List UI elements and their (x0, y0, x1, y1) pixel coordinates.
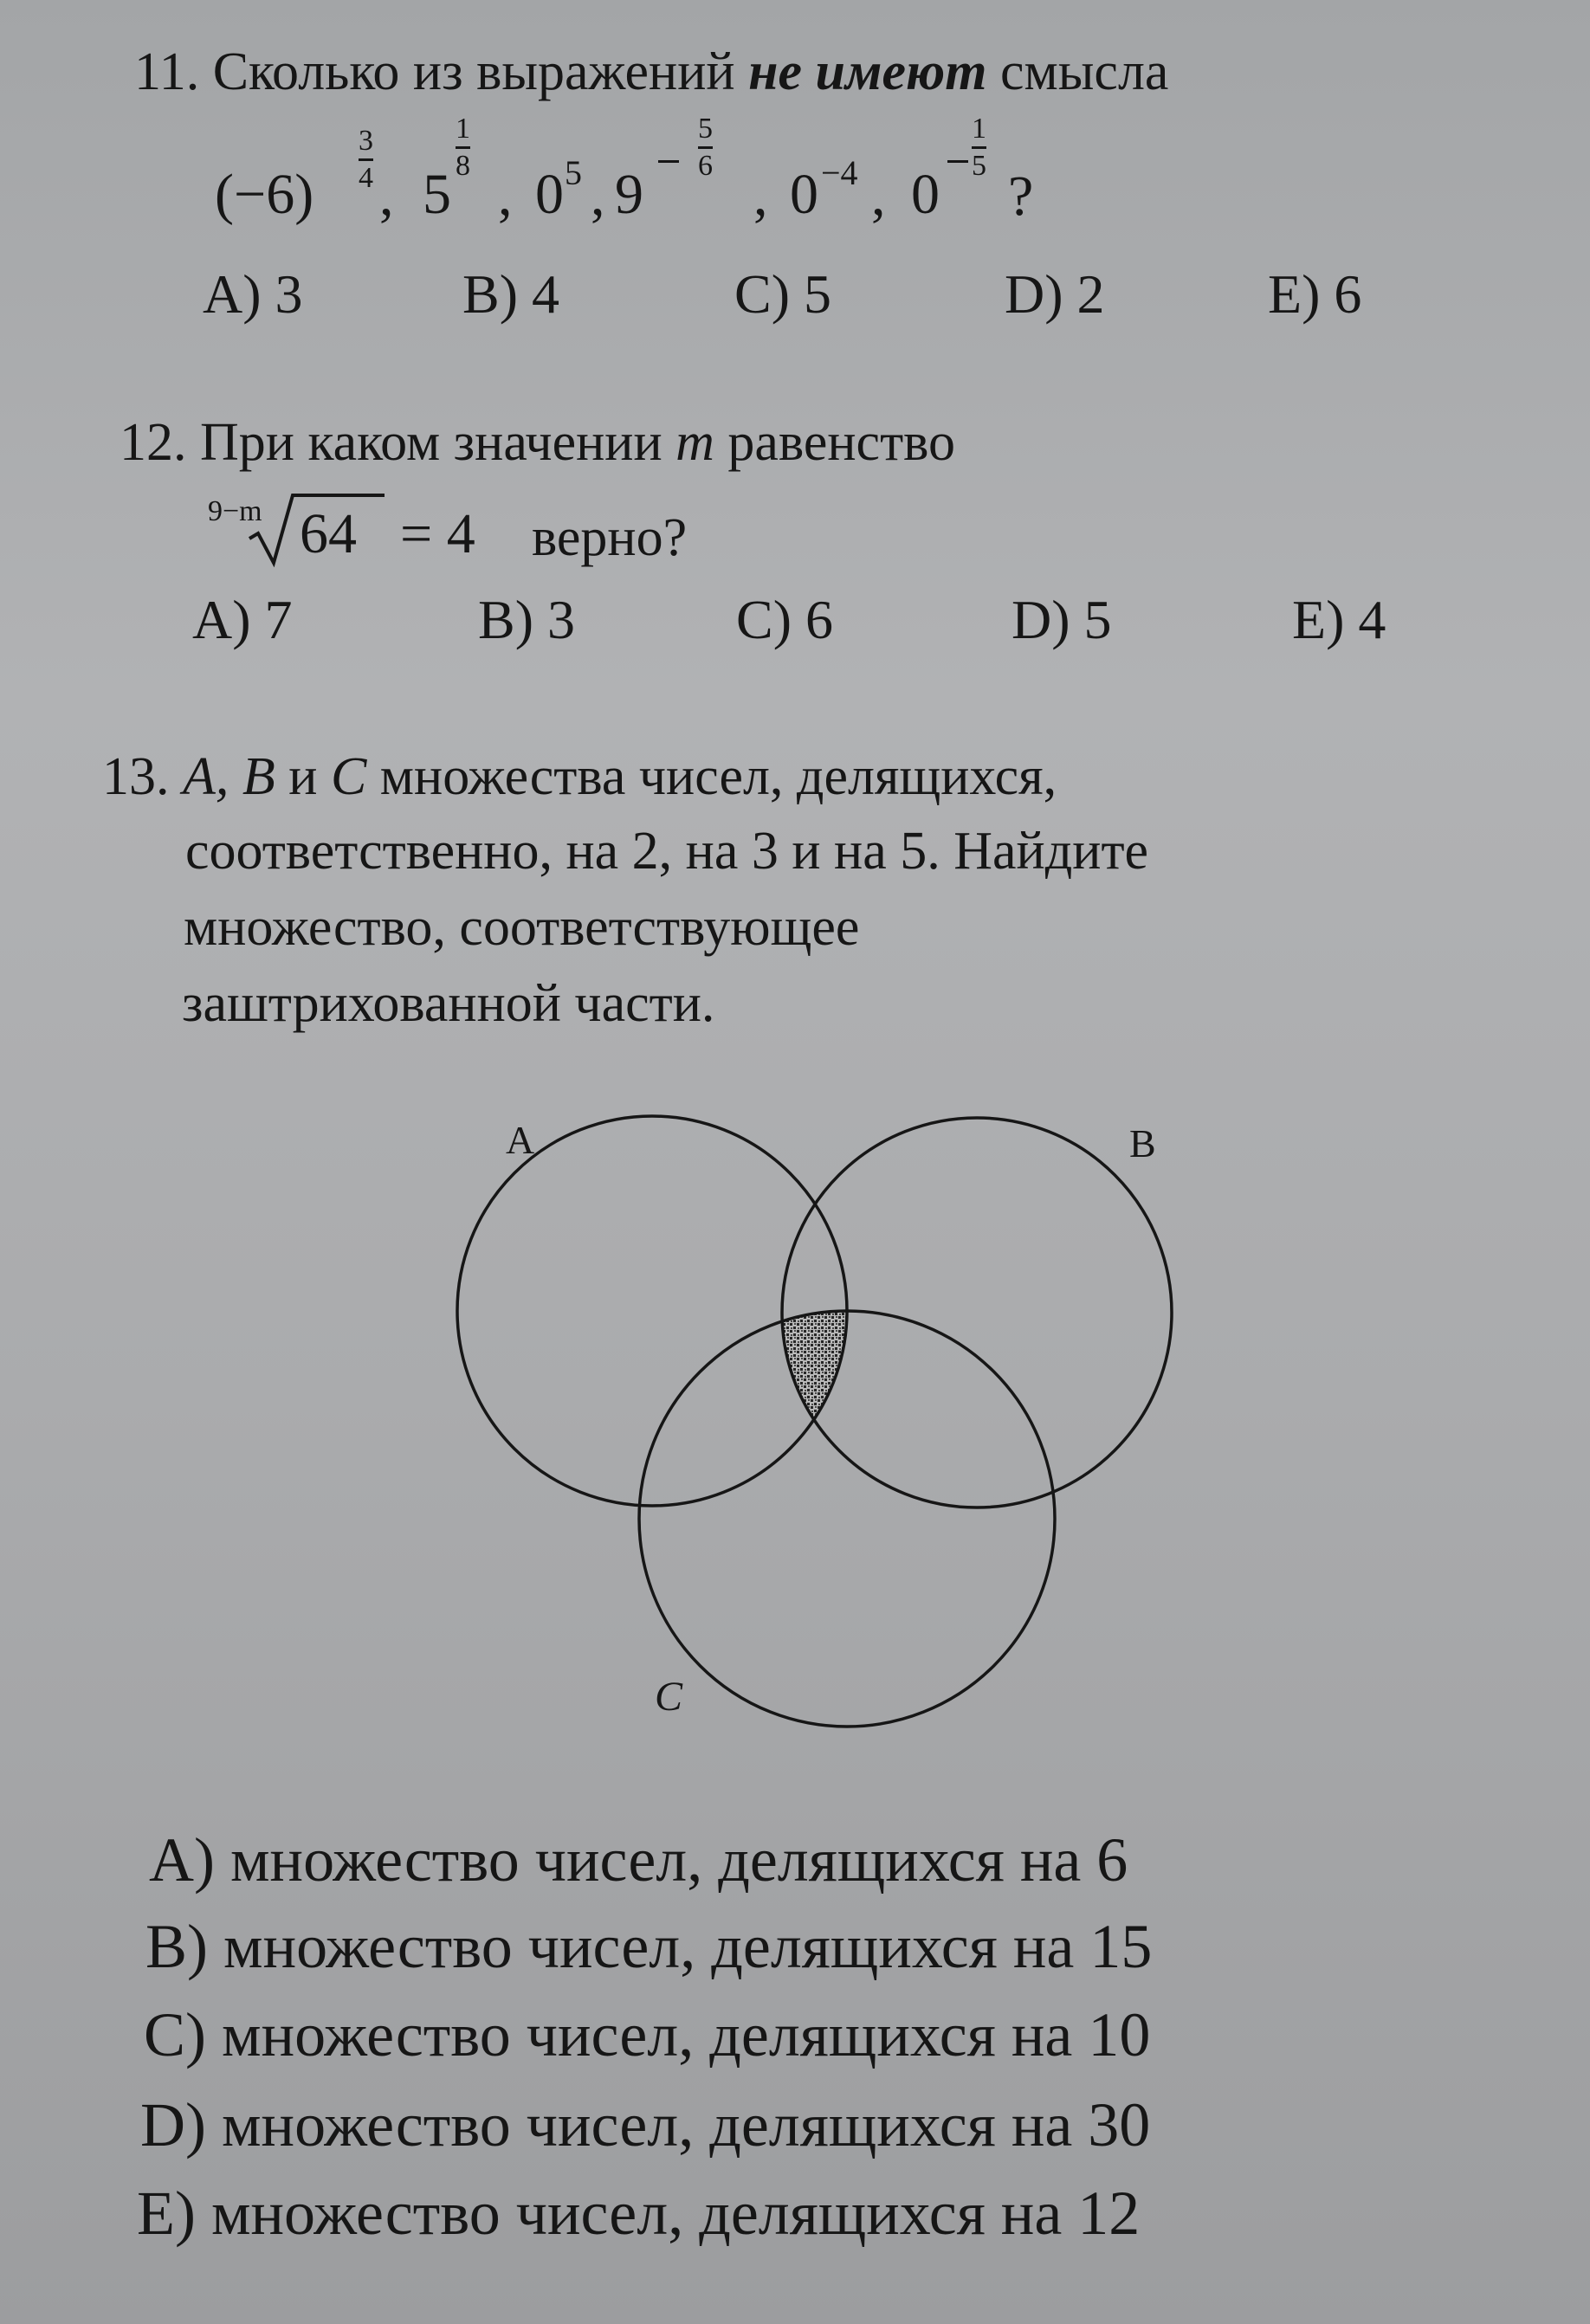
q11-expr3-base: 0 (535, 163, 564, 226)
q13-option-c[interactable]: C) множество чисел, делящихся на 10 (144, 2000, 1151, 2069)
q12-radicand: 64 (300, 502, 357, 565)
q11-expr3-exponent: 5 (565, 153, 582, 192)
q13-option-a[interactable]: A) множество чисел, делящихся на 6 (149, 1825, 1128, 1895)
venn-label-b: B (1129, 1121, 1156, 1165)
q13-line-1-rest: множества чисел, делящихся, (379, 747, 1057, 806)
q11-expr4-exp-den: 6 (698, 150, 713, 182)
q12-option-b[interactable]: B) 3 (478, 589, 575, 650)
q11-option-a[interactable]: A) 3 (203, 263, 303, 325)
q11-comma-4: , (753, 165, 768, 228)
q13-line-4: заштрихованной части. (182, 974, 715, 1033)
q12-text-before: При каком значении (200, 413, 662, 472)
q12-tail: верно? (532, 508, 688, 567)
q13-sets-ab: A, B (183, 747, 275, 806)
q13-and-word: и (288, 747, 318, 806)
venn-shaded-region (639, 1311, 1055, 1727)
q11-question-mark: ? (1008, 165, 1034, 228)
q11-expr2-exp-den: 8 (456, 150, 470, 182)
q11-expr1-exp-den: 4 (359, 162, 373, 194)
q11-option-b[interactable]: B) 4 (462, 263, 559, 325)
q13-line-2: соответственно, на 2, на 3 и на 5. Найдите (185, 822, 1149, 881)
q12-option-e[interactable]: E) 4 (1292, 589, 1386, 650)
q13-number: 13. (102, 747, 170, 806)
q11-expr6-exp-num: 1 (972, 113, 986, 145)
q11-expr5-exponent: −4 (821, 153, 858, 192)
venn-label-c: C (655, 1674, 683, 1720)
q11-comma-1: , (379, 165, 394, 228)
q11-option-d[interactable]: D) 2 (1005, 263, 1105, 325)
q11-comma-5: , (871, 165, 886, 228)
q11-text-after: смысла (1000, 42, 1169, 101)
q11-expr4-base: 9 (615, 163, 643, 226)
q13-option-e[interactable]: E) множество чисел, делящихся на 12 (137, 2179, 1141, 2248)
q13-line-3: множество, соответствующее (184, 898, 860, 957)
q12-option-a[interactable]: A) 7 (192, 589, 293, 650)
q11-text-before: Сколько из выражений (212, 42, 735, 101)
q11-expr5-base: 0 (790, 163, 818, 226)
q12-number: 12. (120, 413, 187, 472)
q11-expr6-exp-den: 5 (972, 150, 986, 182)
q11-comma-2: , (498, 165, 513, 228)
q11-number: 11. (134, 42, 200, 101)
q11-expr1-base: (−6) (215, 163, 314, 226)
q11-expr2-base: 5 (423, 163, 451, 226)
q11-option-e[interactable]: E) 6 (1268, 263, 1362, 325)
q11-expr2-exp-num: 1 (456, 113, 470, 145)
q13-option-b[interactable]: B) множество чисел, делящихся на 15 (145, 1912, 1153, 1981)
q13-set-c: C (330, 747, 367, 806)
q12-option-d[interactable]: D) 5 (1012, 589, 1112, 650)
q12-variable: m (675, 413, 714, 472)
q12-text-after: равенство (727, 413, 956, 472)
q12-root-index: 9−m (208, 495, 262, 527)
q11-comma-3: , (591, 165, 605, 228)
q11-option-c[interactable]: C) 5 (734, 263, 831, 325)
venn-label-a: A (506, 1118, 535, 1162)
q11-expr4-exp-num: 5 (698, 113, 713, 145)
q11-text-emphasis: не имеют (748, 42, 987, 101)
q11-expr6-base: 0 (911, 163, 940, 226)
q13-option-d[interactable]: D) множество чисел, делящихся на 30 (140, 2090, 1151, 2159)
venn-circle-c (639, 1311, 1055, 1727)
q12-option-c[interactable]: C) 6 (736, 589, 833, 650)
q12-equals: = 4 (400, 502, 475, 565)
q11-expr1-exp-num: 3 (359, 125, 373, 157)
